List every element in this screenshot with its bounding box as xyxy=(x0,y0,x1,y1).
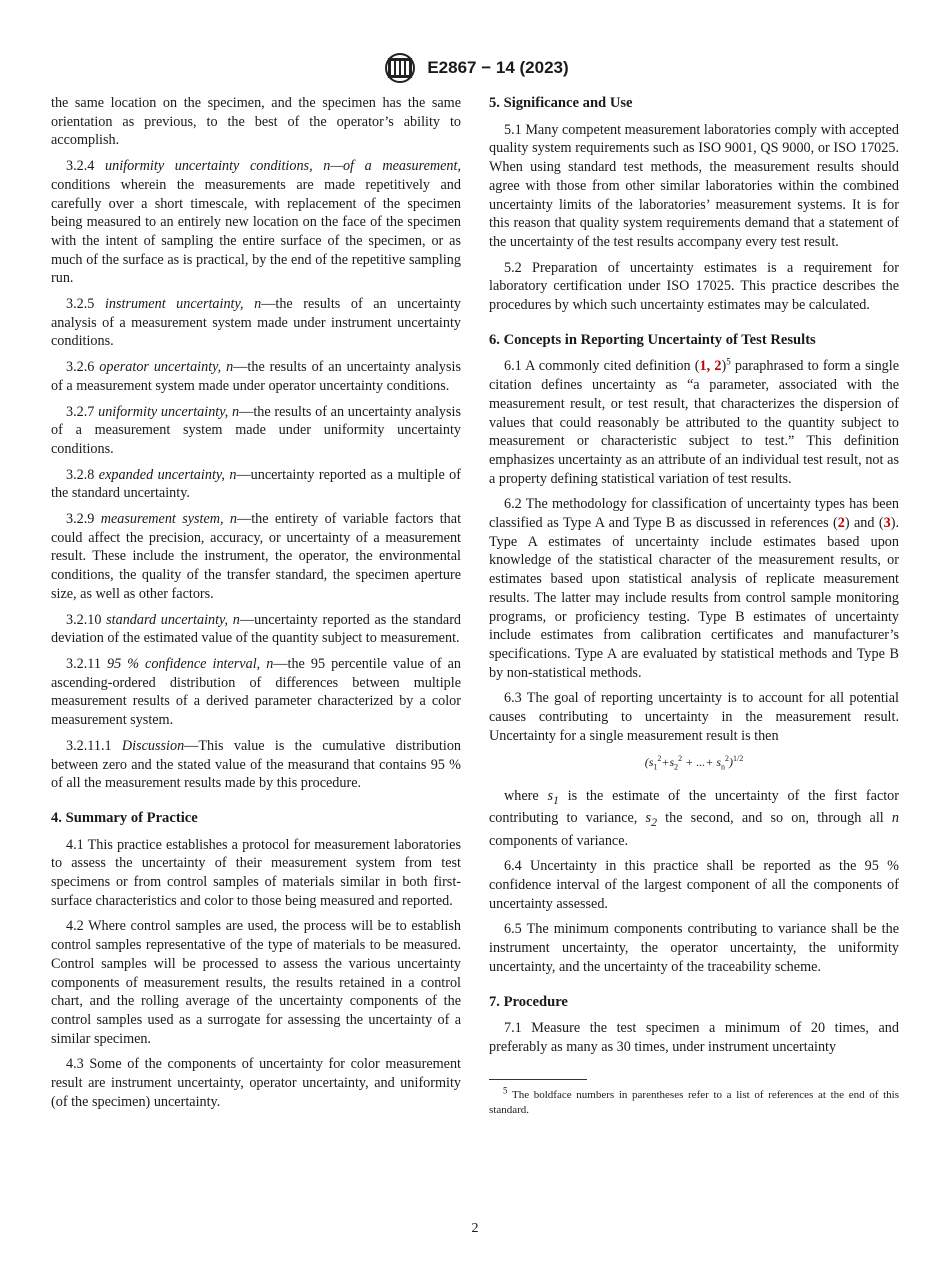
reference-link[interactable]: 3 xyxy=(883,515,891,532)
paragraph-6-3: 6.3 The goal of reporting uncertainty is to account for all potential causes contributing to uncertainty in the measurement result. Uncertainty for a single measurement result is then xyxy=(489,690,899,744)
paragraph-3-2-7: 3.2.7 uniformity uncertainty, n—the results of an uncertainty analysis of a measurement system made under uniformity uncertainty conditions. xyxy=(51,403,462,457)
uncertainty-formula: ($s_1^2+s_2^2$ + ...+ $s_n^2)^{1/2}$ xyxy=(644,753,744,771)
paragraph-4-1: 4.1 This practice establishes a protocol for measurement laboratories to assess the uncertainty of their measurement system from test specimens or from control samples of materials similar in both first-surface characteristics and color to those being measured and reported. xyxy=(51,836,461,909)
footnote-divider xyxy=(489,1079,587,1080)
right-column xyxy=(489,94,899,1125)
paragraph-3-2-10: 3.2.10 standard uncertainty, n—uncertainty reported as the standard deviation of the estimated value of the quantity subject to measurement. xyxy=(51,611,462,647)
footnote-5: $^5$ The boldface numbers in parentheses refer to a list of references at the end of this standard. xyxy=(489,1085,899,1116)
left-column xyxy=(51,94,461,1118)
document-code: E2867 − 14 (2023) xyxy=(427,58,569,77)
paragraph-6-2: 6.2 The methodology for classification of uncertainty types has been classified as Type A and Type B as discussed in references (2) and (3). Type A estimates of uncertainty include estimates based upon knowledge of the statistical character of the measurement results, or estimates based upon statistical analysis of replicate measurement results. The latter may include results from control sample monitoring programs, or proficiency testing. Type B estimates of uncertainty include estimates from calibration certificates and manufacturer’s specifications. Type A are evaluated by statistical methods and Type B by non-statistical methods. xyxy=(489,496,900,681)
reference-link[interactable]: 1 xyxy=(699,358,707,375)
paragraph-6-5: 6.5 The minimum components contributing to variance shall be the instrument uncertainty, the operator uncertainty, the uniformity uncertainty, and the uncertainty of the traceability scheme. xyxy=(489,921,899,975)
reference-link[interactable]: 2 xyxy=(837,515,845,532)
reference-link[interactable]: 2 xyxy=(714,358,722,375)
section-4-heading: 4. Summary of Practice xyxy=(51,809,198,826)
section-5-heading: 5. Significance and Use xyxy=(489,95,633,111)
astm-logo-icon xyxy=(381,52,419,84)
paragraph-3-2-4: 3.2.4 uniformity uncertainty conditions, n—of a measurement, conditions wherein the measurements are made repetitively and carefully over a short timescale, with replacement of the specimen being measured to an entirely new location on the face of the specimen with the intent of sampling the entire surface of the specimen, or as much of the surface as is practical, by the end of the repetitive sampling run. xyxy=(51,158,462,287)
paragraph-3-2-11-1: 3.2.11.1 Discussion—This value is the cumulative distribution between zero and the stated value of the measurand that contains 95 % of all the measurement results made by this procedure. xyxy=(51,737,462,792)
page-header xyxy=(0,52,950,84)
paragraph-3-2-11: 3.2.11 95 % confidence interval, n—the 95 percentile value of an ascending-ordered distribution of differences between multiple measurement results of a derived parameter characterized by a color measurement system. xyxy=(51,655,461,729)
paragraph-6-3-where: where $s_1$ is the estimate of the uncertainty of the first factor contributing to variance, $s_2$ the second, and so on, through all n components of variance. xyxy=(489,787,899,849)
paragraph-3-2-9: 3.2.9 measurement system, n—the entirety of variable factors that could affect the precision, accuracy, or uncertainty of a measurement result. These include the instrument, the operator, the environmental conditions, the quality of the transfer standard, the specimen aperture size, as well as other factors. xyxy=(51,511,462,602)
paragraph-4-3: 4.3 Some of the components of uncertainty for color measurement result are instrument uncertainty, operator uncertainty, and uniformity (of the specimen) uncertainty. xyxy=(51,1056,461,1110)
footnote-marker: 5 xyxy=(726,356,731,367)
section-6-heading: 6. Concepts in Reporting Uncertainty of Test Results xyxy=(489,331,816,348)
paragraph-continuation: the same location on the specimen, and the specimen has the same orientation as previous, to the best of the operator’s ability to accomplish. xyxy=(51,95,461,149)
page-number: 2 xyxy=(471,1221,479,1236)
paragraph-5-1: 5.1 Many competent measurement laboratories comply with accepted quality system requirements such as ISO 9001, QS 9000, or ISO 17025. When using standard test methods, the measurement results should agree with those from other similar laboratories within the combined uncertainty limits of the laboratories’ measurement systems. It is for this reason that quality system requirements demand that a statement of the uncertainty of the test results accompany every test result. xyxy=(489,121,899,250)
paragraph-3-2-8: 3.2.8 expanded uncertainty, n—uncertainty reported as a multiple of the standard uncertainty. xyxy=(51,466,461,502)
section-7-heading: 7. Procedure xyxy=(489,993,568,1010)
paragraph-3-2-5: 3.2.5 instrument uncertainty, n—the results of an uncertainty analysis of a measurement system made under instrument uncertainty conditions. xyxy=(51,296,461,350)
paragraph-4-2: 4.2 Where control samples are used, the process will be to establish control samples representative of the type of materials to be measured. Control samples will be processed to assess the various uncertainty components of measurement results, the results retained in a control chart, and the rolling average of the uncertainty components of the control samples used as a surrogate for assessing the uncertainty of a similar specimen. xyxy=(51,918,461,1047)
paragraph-6-4: 6.4 Uncertainty in this practice shall be reported as the 95 % confidence interval of the largest component of all the components of uncertainty assessed. xyxy=(489,858,899,912)
paragraph-3-2-6: 3.2.6 operator uncertainty, n—the results of an uncertainty analysis of a measurement system made under operator uncertainty conditions. xyxy=(51,359,462,394)
paragraph-7-1: 7.1 Measure the test specimen a minimum of 20 times, and preferably as many as 30 times, under instrument uncertainty xyxy=(489,1020,899,1055)
paragraph-6-1: 6.1 A commonly cited definition (1, 2)$^5$ paraphrased to form a single citation defines uncertainty as “a parameter, associated with the measurement result, or test result, that characterizes the dispersion of values that could reasonably be attributed to the quantity subject to measurement or characteristic subject to test.” This definition emphasizes uncertainty as an attribute of an individual test result, not as a property defining statistical variation of test results. xyxy=(489,356,900,487)
paragraph-5-2: 5.2 Preparation of uncertainty estimates is a requirement for laboratory certification under ISO 17025. This practice describes the procedures by which such uncertainty estimates may be calculated. xyxy=(489,259,899,314)
